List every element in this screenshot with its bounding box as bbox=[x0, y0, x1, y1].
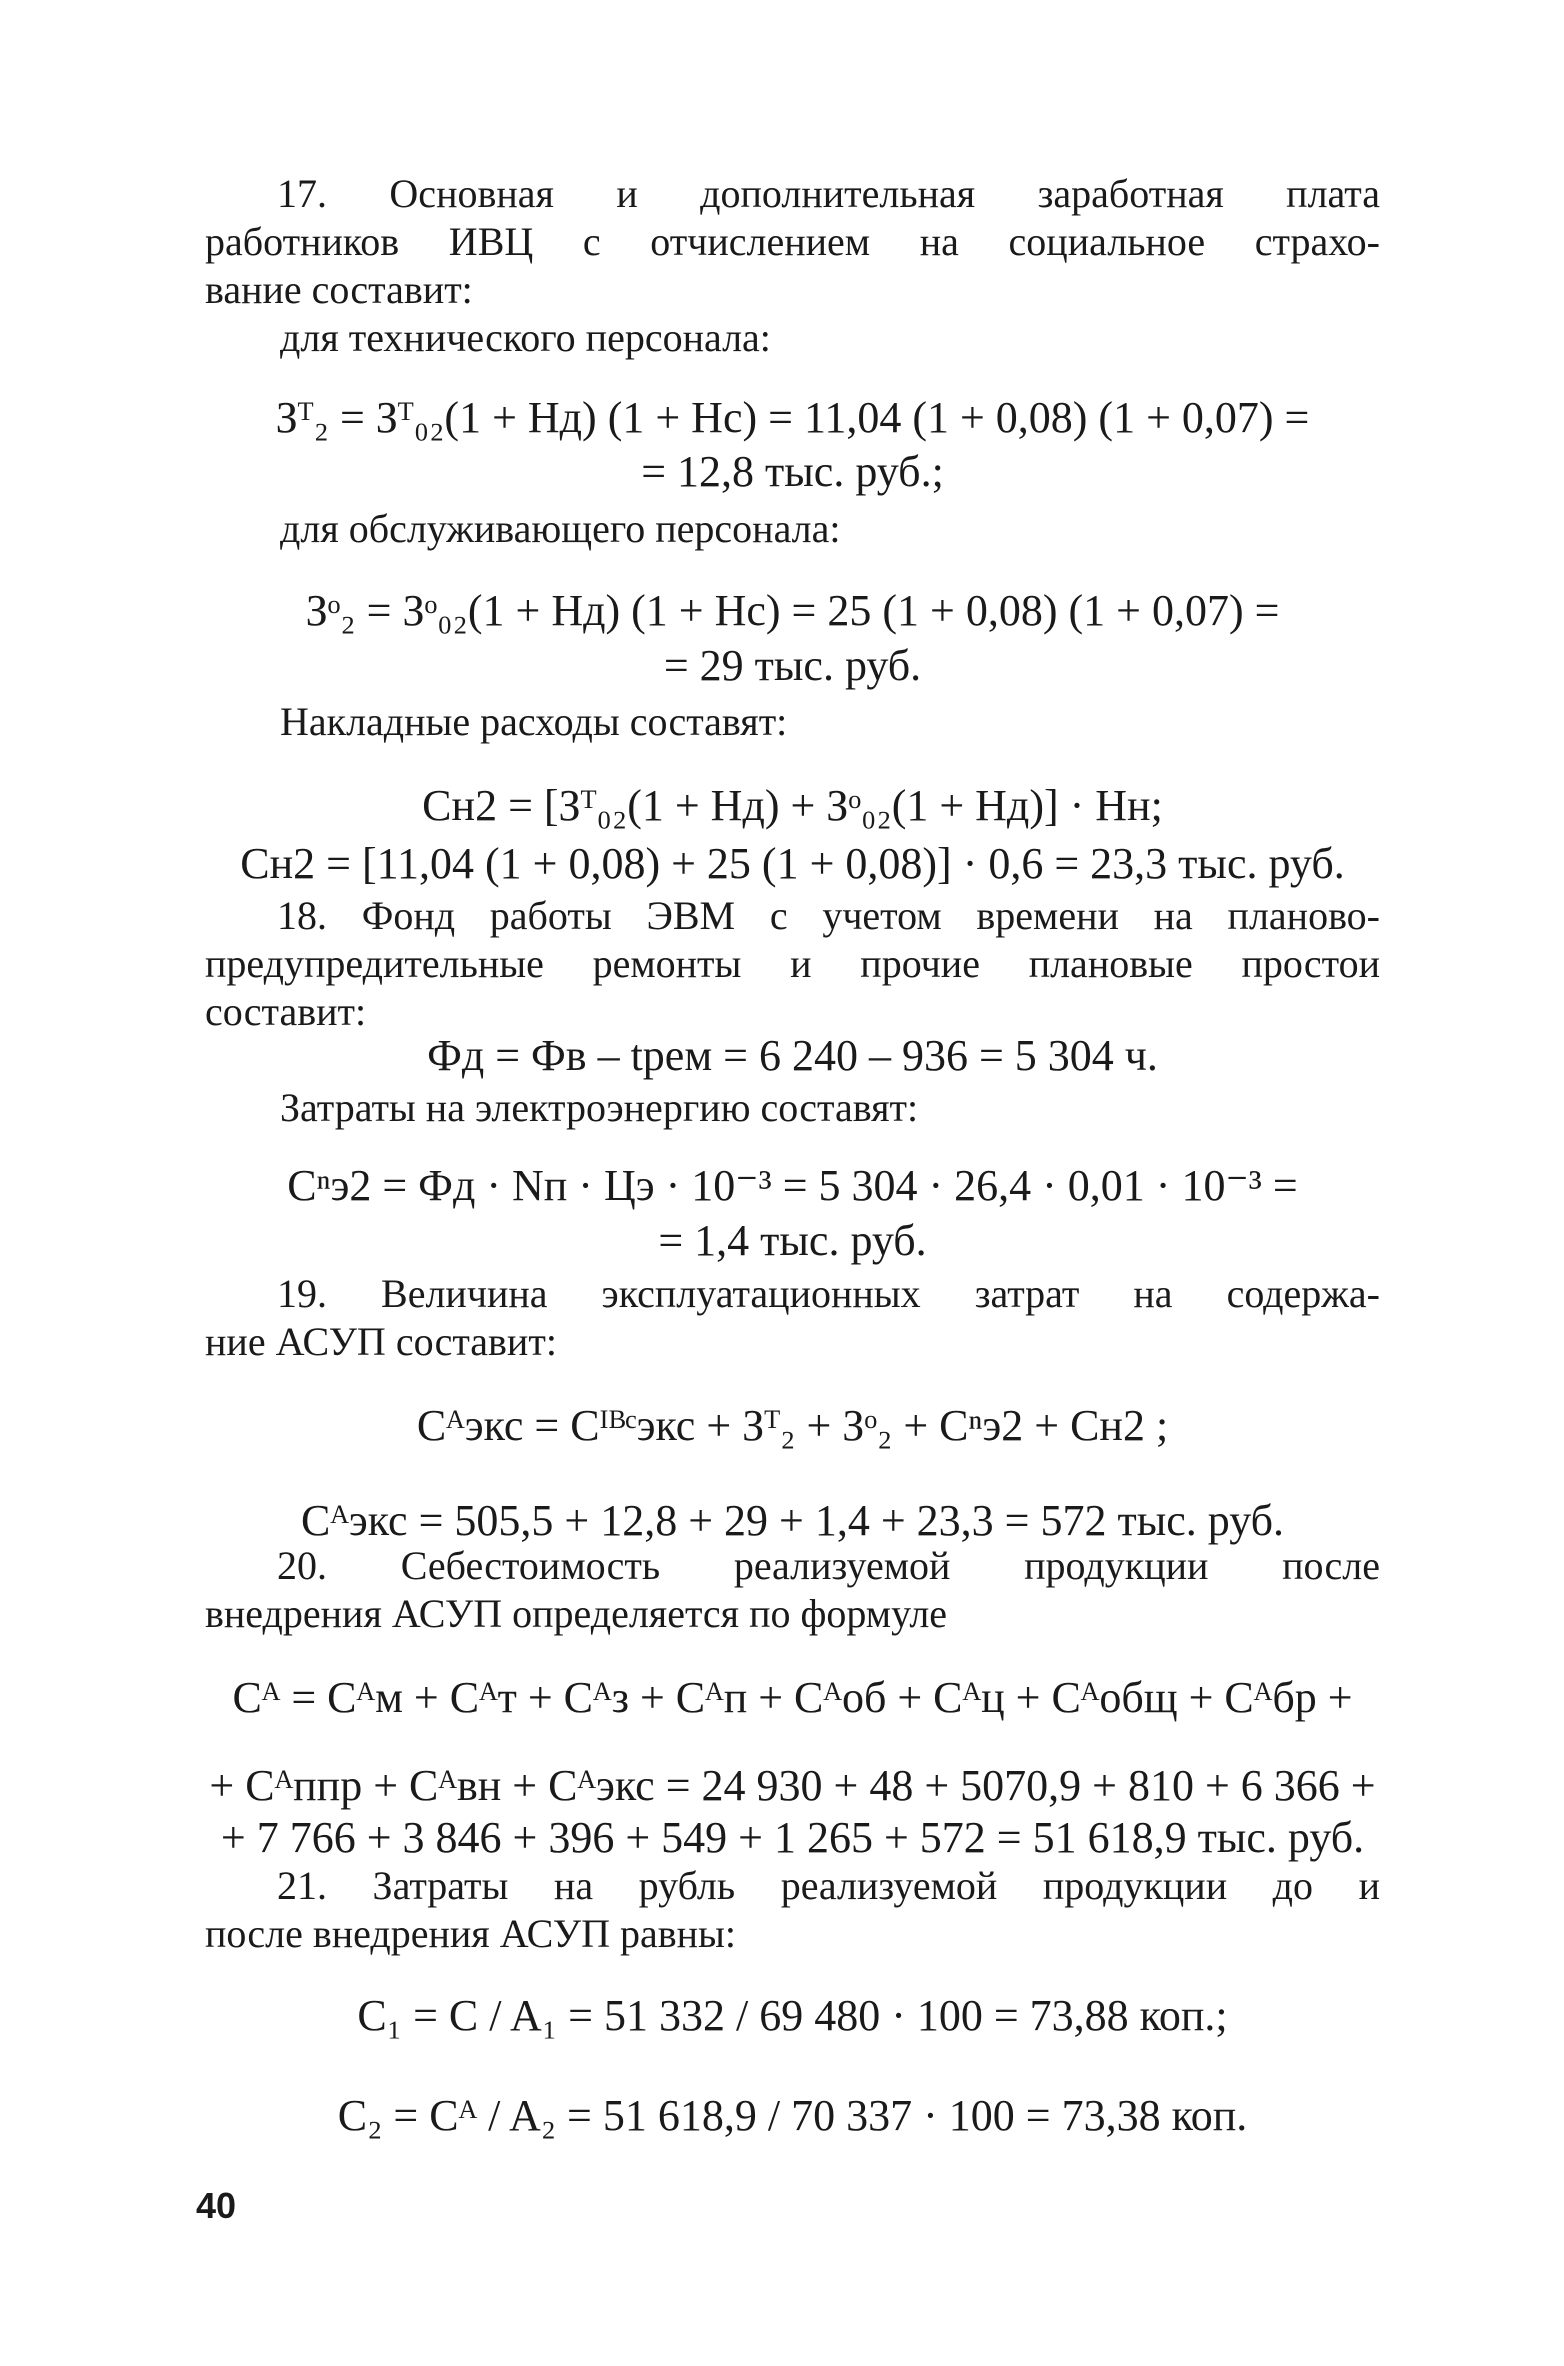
formula-z2t-line-1: Зᵀ₂ = Зᵀ₀₂(1 + Нд) (1 + Нс) = 11,04 (1 + 0,08) (1 + 0,07) = bbox=[275, 393, 1310, 442]
overhead-label: Накладные расходы составят: bbox=[280, 699, 788, 744]
formula-z2t-line-2: = 12,8 тыс. руб.; bbox=[641, 447, 944, 496]
p20-line-2: внедрения АСУП определяется по формуле bbox=[205, 1591, 948, 1636]
energy-label: Затраты на электроэнергию составят: bbox=[280, 1085, 919, 1130]
p17-line-1: 17. Основная и дополнительная заработная плата bbox=[277, 171, 1380, 216]
formula-cn2-line-2: Сн2 = [11,04 (1 + 0,08) + 25 (1 + 0,08)] · 0,6 = 23,3 тыс. руб. bbox=[240, 839, 1345, 888]
p18-line-3: составит: bbox=[205, 989, 367, 1034]
p20-line-1: 20. Себестоимость реализуемой продукции после bbox=[277, 1543, 1380, 1588]
formula-cn2-line-1: Сн2 = [Зᵀ₀₂(1 + Нд) + Зᵒ₀₂(1 + Нд)] · Нн; bbox=[422, 781, 1163, 830]
formula-c2: C₂ = Cᴬ / A₂ = 51 618,9 / 70 337 · 100 = 73,38 коп. bbox=[337, 2091, 1248, 2140]
formula-ce2-line-1: Cⁿэ2 = Фд · Nп · Цэ · 10⁻³ = 5 304 · 26,4 · 0,01 · 10⁻³ = bbox=[287, 1161, 1298, 1210]
tech-label: для технического персонала: bbox=[280, 315, 771, 360]
formula-fd: Фд = Фв – tрем = 6 240 – 936 = 5 304 ч. bbox=[427, 1031, 1158, 1080]
p17-line-3: вание составит: bbox=[205, 267, 473, 312]
p21-line-2: после внедрения АСУП равны: bbox=[205, 1911, 736, 1956]
formula-z2o-line-1: Зᵒ₂ = Зᵒ₀₂(1 + Нд) (1 + Нс) = 25 (1 + 0,08) (1 + 0,07) = bbox=[305, 586, 1280, 635]
formula-z2o-line-2: = 29 тыс. руб. bbox=[663, 641, 922, 690]
p17-line-2: работников ИВЦ с отчислением на социальное страхо- bbox=[205, 219, 1380, 264]
formula-ca-line-2: + Cᴬппр + Cᴬвн + Cᴬэкс = 24 930 + 48 + 5070,9 + 810 + 6 366 + bbox=[209, 1761, 1376, 1810]
formula-ca-line-3: + 7 766 + 3 846 + 396 + 549 + 1 265 + 572 = 51 618,9 тыс. руб. bbox=[220, 1813, 1365, 1862]
formula-cexp-line-2: Cᴬэкс = 505,5 + 12,8 + 29 + 1,4 + 23,3 = 572 тыс. руб. bbox=[300, 1496, 1285, 1545]
p19-line-1: 19. Величина эксплуатационных затрат на содержа- bbox=[277, 1271, 1380, 1316]
p18-line-1: 18. Фонд работы ЭВМ с учетом времени на планово- bbox=[277, 893, 1380, 938]
formula-ca-line-1: Cᴬ = Cᴬм + Cᴬт + Cᴬз + Cᴬп + Cᴬоб + Cᴬц + Cᴬобщ + Cᴬбр + bbox=[232, 1673, 1353, 1722]
formula-cexp-line-1: Cᴬэкс = Cᴵᴮᶜэкс + Зᵀ₂ + Зᵒ₂ + Cⁿэ2 + Сн2 ; bbox=[416, 1401, 1169, 1450]
p19-line-2: ние АСУП составит: bbox=[205, 1319, 557, 1364]
page-number: 40 bbox=[196, 2185, 237, 2226]
p21-line-1: 21. Затраты на рубль реализуемой продукции до и bbox=[277, 1863, 1380, 1908]
p18-line-2: предупредительные ремонты и прочие плановые простои bbox=[205, 941, 1380, 986]
formula-ce2-line-2: = 1,4 тыс. руб. bbox=[658, 1216, 927, 1265]
formula-c1: C₁ = C / A₁ = 51 332 / 69 480 · 100 = 73,88 коп.; bbox=[357, 1991, 1228, 2040]
service-label: для обслуживающего персонала: bbox=[280, 506, 841, 551]
